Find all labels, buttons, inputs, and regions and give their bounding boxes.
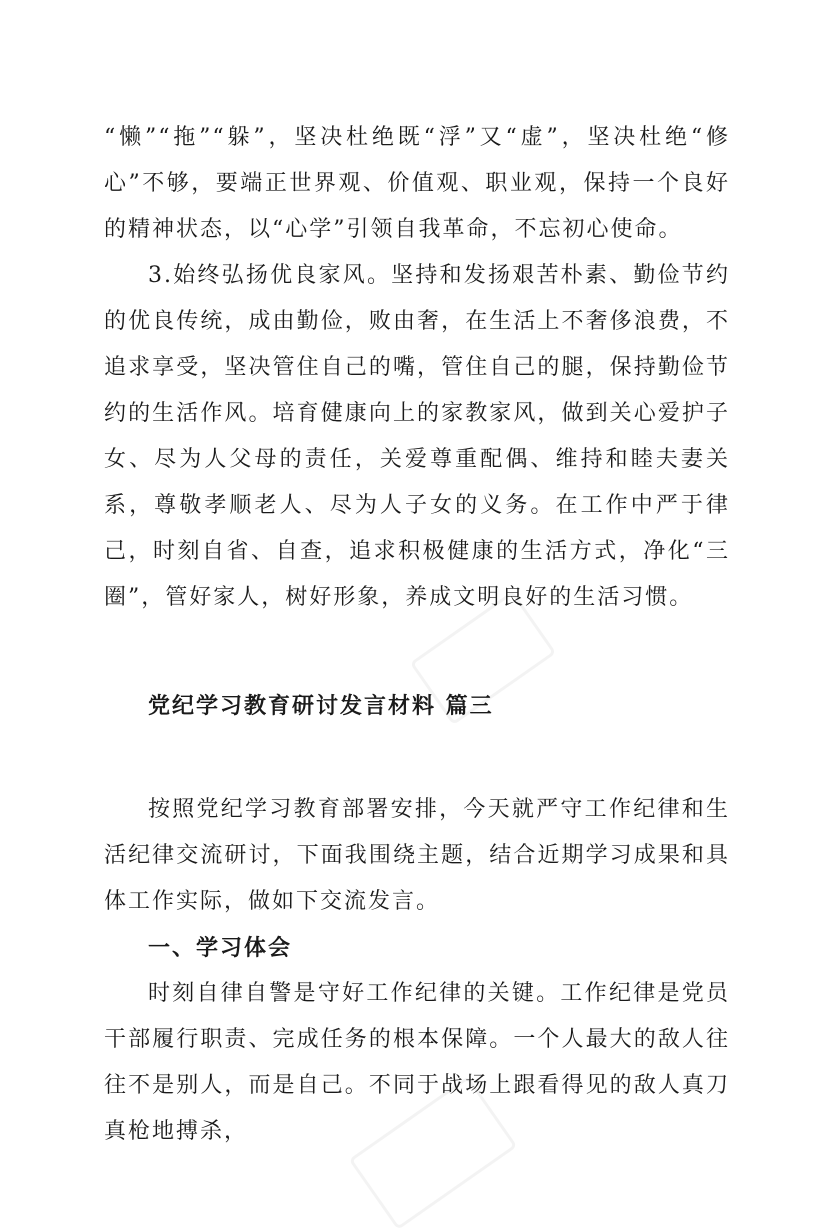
paragraph-family-style: 3.始终弘扬优良家风。坚持和发扬艰苦朴素、勤俭节约的优良传统，成由勤俭，败由奢，在生活上不奢侈浪费，不追求享受，坚决管住自己的嘴，管住自己的腿，保持勤俭节约的生活作风。培育健康向上的家教家风，做到关心爱护子女、尽为人父母的责任，关爱尊重配偶、维持和睦夫妻关系，尊敬孝顺老人、尽为人子女的义务。在工作中严于律己，时刻自省、自查，追求积极健康的生活方式，净化“三圈”，管好家人，树好形象，养成文明良好的生活习惯。 (104, 263, 730, 610)
section-title: 党纪学习教育研讨发言材料 篇三 (148, 693, 494, 719)
paragraph-intro: 按照党纪学习教育部署安排，今天就严守工作纪律和生活纪律交流研讨，下面我围绕主题，结合近期学习成果和具体工作实际，做如下交流发言。 (104, 797, 730, 914)
document-body (104, 115, 730, 1155)
paragraph-continued: “懒”“拖”“躲”，坚决杜绝既“浮”又“虚”，坚决杜绝“修心”不够，要端正世界观、价值观、职业观，保持一个良好的精神状态，以“心学”引领自我革命，不忘初心使命。 (104, 125, 730, 242)
heading-learning-experience: 一、学习体会 (148, 935, 293, 961)
paragraph-body: 时刻自律自警是守好工作纪律的关键。工作纪律是党员干部履行职责、完成任务的根本保障。一个人最大的敌人往往不是别人，而是自己。不同于战场上跟看得见的敌人真刀真枪地搏杀， (104, 981, 730, 1144)
